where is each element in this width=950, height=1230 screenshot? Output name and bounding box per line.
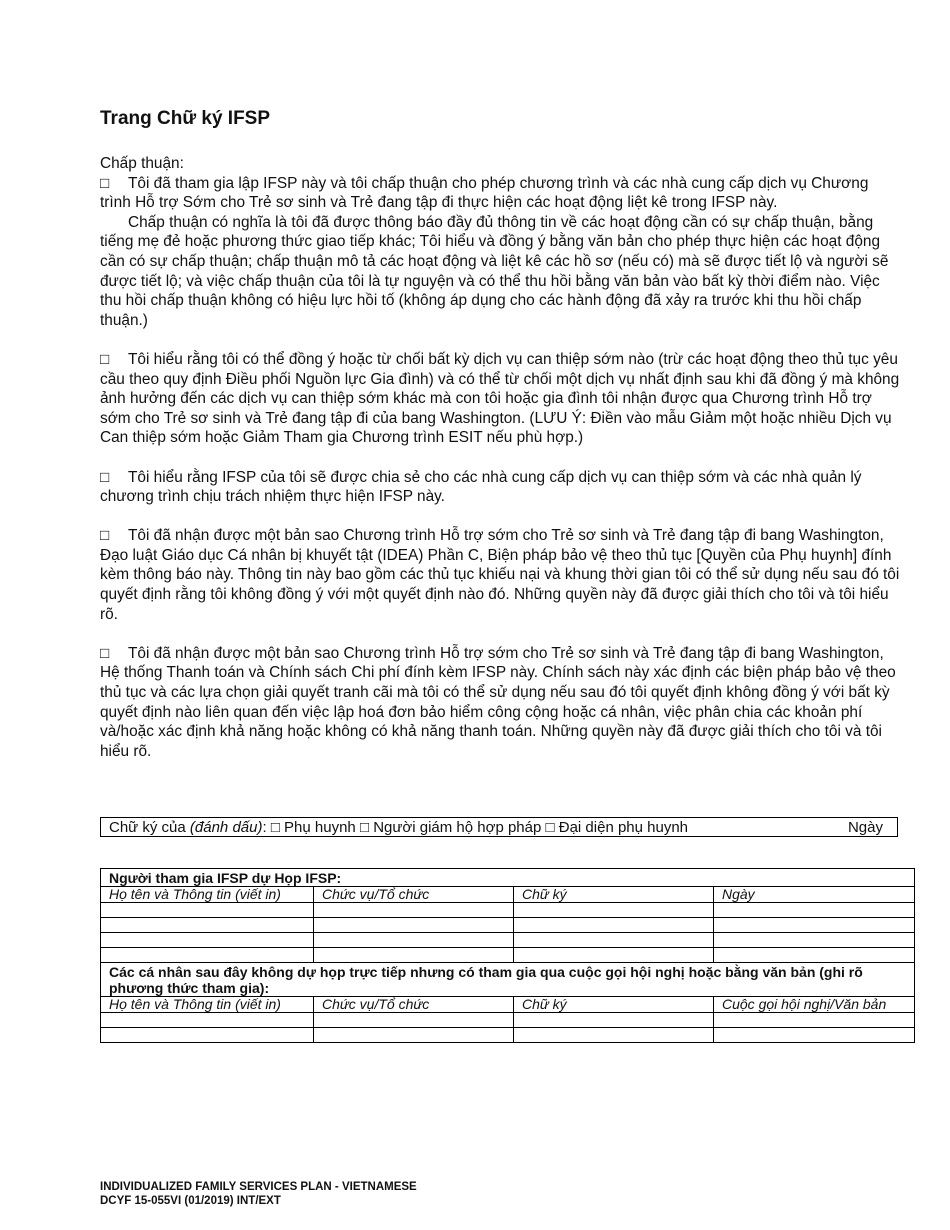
- statement-3: □ Tôi hiểu rằng IFSP của tôi sẽ được chia sẻ cho các nhà cung cấp dịch vụ can thiệp sớm và các nhà quản lý chương trình chịu trách nhiệm thực hiện IFSP này.: [100, 468, 862, 506]
- checkbox[interactable]: □: [270, 819, 280, 836]
- table-cell[interactable]: [714, 948, 915, 963]
- footer-form-title: INDIVIDUALIZED FAMILY SERVICES PLAN - VIETNAMESE: [100, 1181, 417, 1193]
- table-row: [101, 1013, 915, 1028]
- table-cell[interactable]: [101, 903, 314, 918]
- statement-4: □ Tôi đã nhận được một bản sao Chương trình Hỗ trợ sớm cho Trẻ sơ sinh và Trẻ đang tập đi bang Washington, Đạo luật Giáo dục Cá nhân bị khuyết tật (IDEA) Phần C, Biện pháp bảo vệ theo thủ tục [Quyền của Phụ huynh] đính kèm thông báo này. Thông tin này bao gồm các thủ tục khiếu nại và khung thời gian tôi có thể sử dụng nếu sau đó tôi quyết định rằng tôi không đồng ý với một quyết định nào đó. Những quyền này đã được giải thích cho tôi và tôi hiểu rõ.: [100, 527, 900, 623]
- checkbox[interactable]: □: [100, 527, 110, 545]
- table-cell[interactable]: [714, 933, 915, 948]
- table-row: [101, 918, 915, 933]
- table-cell[interactable]: [101, 933, 314, 948]
- table-cell[interactable]: [314, 1013, 514, 1028]
- checkbox[interactable]: □: [100, 174, 110, 192]
- footer: [100, 1180, 417, 1208]
- signature-date-label: Ngày: [847, 819, 883, 836]
- signature-label: Chữ ký của: [109, 819, 190, 836]
- table-row: [101, 933, 915, 948]
- signature-box: Chữ ký của (đánh dấu): □ Phụ huynh □ Người giám hộ hợp pháp □ Đại diện phụ huynh Ngày: [100, 817, 898, 837]
- table-row: [101, 887, 915, 903]
- mark-hint: (đánh dấu): [189, 819, 263, 836]
- option-guardian: Người giám hộ hợp pháp: [373, 819, 542, 836]
- table-cell[interactable]: [514, 1013, 714, 1028]
- table-cell[interactable]: [314, 933, 514, 948]
- column-header: Họ tên và Thông tin (viết in): [101, 887, 314, 903]
- column-header: Chữ ký: [514, 887, 714, 903]
- table-cell[interactable]: [314, 948, 514, 963]
- table-row: [101, 1028, 915, 1043]
- footer-form-number: DCYF 15-055VI (01/2019) INT/EXT: [100, 1195, 281, 1207]
- table-cell[interactable]: [101, 918, 314, 933]
- table-row: [101, 948, 915, 963]
- checkbox[interactable]: □: [545, 819, 555, 836]
- column-header: Chức vụ/Tổ chức: [314, 997, 514, 1013]
- table-cell[interactable]: [101, 1028, 314, 1043]
- checkbox[interactable]: □: [100, 468, 110, 486]
- column-header: Họ tên và Thông tin (viết in): [101, 997, 314, 1013]
- table-cell[interactable]: [514, 903, 714, 918]
- statement-1: □ Tôi đã tham gia lập IFSP này và tôi chấp thuận cho phép chương trình và các nhà cung cấp dịch vụ Chương trình Hỗ trợ Sớm cho Trẻ sơ sinh và Trẻ đang tập đi thực hiện các hoạt động liệt kê trong IFSP này.: [100, 174, 869, 212]
- page-title: Trang Chữ ký IFSP: [100, 108, 271, 129]
- table-cell[interactable]: [714, 918, 915, 933]
- option-parent-representative: Đại diện phụ huynh: [558, 819, 689, 836]
- checkbox[interactable]: □: [100, 644, 110, 662]
- table-cell[interactable]: [514, 933, 714, 948]
- table-cell[interactable]: [514, 1028, 714, 1043]
- column-header: Ngày: [714, 887, 915, 903]
- table-cell[interactable]: [314, 1028, 514, 1043]
- participants-header: Người tham gia IFSP dự Họp IFSP:: [101, 869, 915, 887]
- consent-section: [100, 154, 900, 761]
- table-cell[interactable]: [514, 918, 714, 933]
- table-cell[interactable]: [714, 1013, 915, 1028]
- remote-participants-header: Các cá nhân sau đây không dự họp trực tiếp nhưng có tham gia qua cuộc gọi hội nghị hoặc bằng văn bản (ghi rõ phương thức tham gia):: [101, 963, 915, 997]
- checkbox[interactable]: □: [100, 350, 110, 368]
- table-cell[interactable]: [514, 948, 714, 963]
- table-row: [101, 903, 915, 918]
- table-cell[interactable]: [314, 918, 514, 933]
- participants-table: [100, 868, 915, 1043]
- option-parent: Phụ huynh: [284, 819, 356, 836]
- table-cell[interactable]: [714, 903, 915, 918]
- table-cell[interactable]: [101, 1013, 314, 1028]
- column-header: Cuộc gọi hội nghị/Văn bản: [714, 997, 915, 1013]
- consent-definition: Chấp thuận có nghĩa là tôi đã được thông báo đầy đủ thông tin về các hoạt động cần có sự chấp thuận, bằng tiếng mẹ đẻ hoặc phương thức giao tiếp khác; Tôi hiểu và đồng ý bằng văn bản cho phép thực hiện các hoạt động cần có sự chấp thuận; chấp thuận mô tả các hoạt động và liệt kê các hồ sơ (nếu có) mà sẽ được tiết lộ và người sẽ được tiết lộ; và việc chấp thuận của tôi là tự nguyện và có thể thu hồi bằng văn bản vào bất kỳ thời điểm nào. Việc thu hồi chấp thuận không có hiệu lực hồi tố (không áp dụng cho các hành động đã xảy ra trước khi thu hồi chấp thuận.): [100, 213, 889, 329]
- statement-2: □ Tôi hiểu rằng tôi có thể đồng ý hoặc từ chối bất kỳ dịch vụ can thiệp sớm nào (trừ các hoạt động theo thủ tục yêu cầu theo quy định Điều phối Nguồn lực Gia đình) và có thể từ chối một dịch vụ nhất định sau khi đã đồng ý mà không ảnh hưởng đến các dịch vụ can thiệp sớm khác mà con tôi hoặc gia đình tôi nhận được qua Chương trình Hỗ trợ sớm cho Trẻ sơ sinh và Trẻ đang tập đi của bang Washington. (LƯU Ý: Điền vào mẫu Giảm một hoặc nhiều Dịch vụ Can thiệp sớm hoặc Giảm Tham gia Chương trình ESIT nếu phù hợp.): [100, 350, 900, 447]
- table-cell[interactable]: [714, 1028, 915, 1043]
- table-row: [101, 997, 915, 1013]
- column-header: Chức vụ/Tổ chức: [314, 887, 514, 903]
- consent-label: Chấp thuận:: [100, 155, 184, 172]
- checkbox[interactable]: □: [359, 819, 370, 836]
- table-cell[interactable]: [101, 948, 314, 963]
- statement-5: □ Tôi đã nhận được một bản sao Chương trình Hỗ trợ sớm cho Trẻ sơ sinh và Trẻ đang tập đi bang Washington, Hệ thống Thanh toán và Chính sách Chi phí đính kèm IFSP này. Chính sách này xác định các biện pháp bảo vệ theo thủ tục và các lựa chọn giải quyết tranh cãi mà tôi có thể sử dụng nếu sau đó tôi quyết định không đồng ý với bất kỳ quyết định nào liên quan đến việc lập hoá đơn bảo hiểm công cộng hoặc cá nhân, việc phân chia các khoản phí và/hoặc xác định khả năng hoặc không có khả năng thanh toán. Những quyền này đã được giải thích cho tôi và tôi hiểu rõ.: [100, 644, 896, 760]
- column-header: Chữ ký: [514, 997, 714, 1013]
- table-cell[interactable]: [314, 903, 514, 918]
